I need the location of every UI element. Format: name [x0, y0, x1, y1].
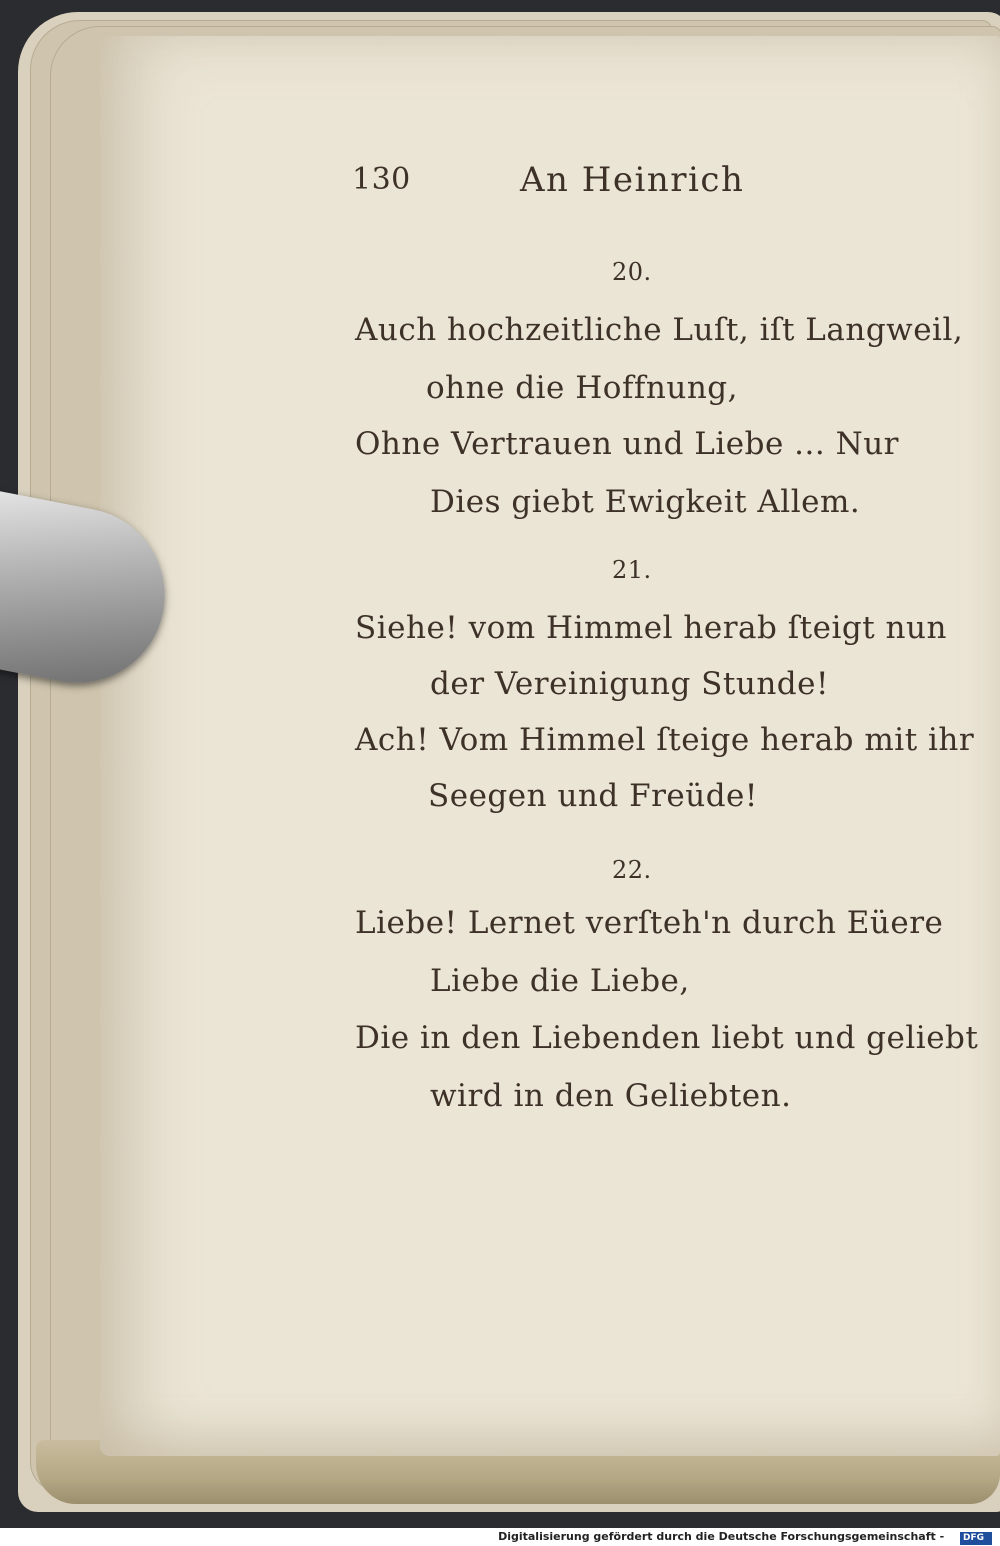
- verse-line: der Vereinigung Stunde!: [430, 666, 829, 702]
- digitization-credit: Digitalisierung gefördert durch die Deutsche Forschungsgemeinschaft -: [498, 1530, 945, 1543]
- stanza-number: 21.: [612, 556, 652, 584]
- page-number: 130: [352, 162, 411, 197]
- verse-line: Seegen und Freüde!: [428, 778, 758, 814]
- verse-line: Ohne Vertrauen und Liebe ... Nur: [355, 426, 899, 462]
- stanza-number: 22.: [612, 856, 652, 884]
- verse-line: Siehe! vom Himmel herab ſteigt nun: [355, 610, 947, 646]
- verse-line: Ach! Vom Himmel ſteige herab mit ihr: [355, 722, 975, 758]
- verse-line: ohne die Hoffnung,: [426, 370, 738, 406]
- digitization-credit-bar: [0, 1528, 1000, 1546]
- verse-line: Dies giebt Ewigkeit Allem.: [430, 484, 861, 520]
- dfg-logo: DFG: [960, 1532, 992, 1545]
- running-title: An Heinrich: [520, 160, 745, 200]
- verse-line: Auch hochzeitliche Luſt, iſt Langweil,: [355, 312, 964, 348]
- verse-line: wird in den Geliebten.: [430, 1078, 792, 1114]
- verse-line: Liebe! Lernet verſteh'n durch Eüere: [355, 905, 944, 941]
- verse-line: Die in den Liebenden liebt und geliebt: [355, 1020, 979, 1056]
- verse-line: Liebe die Liebe,: [430, 963, 690, 999]
- stanza-number: 20.: [612, 258, 652, 286]
